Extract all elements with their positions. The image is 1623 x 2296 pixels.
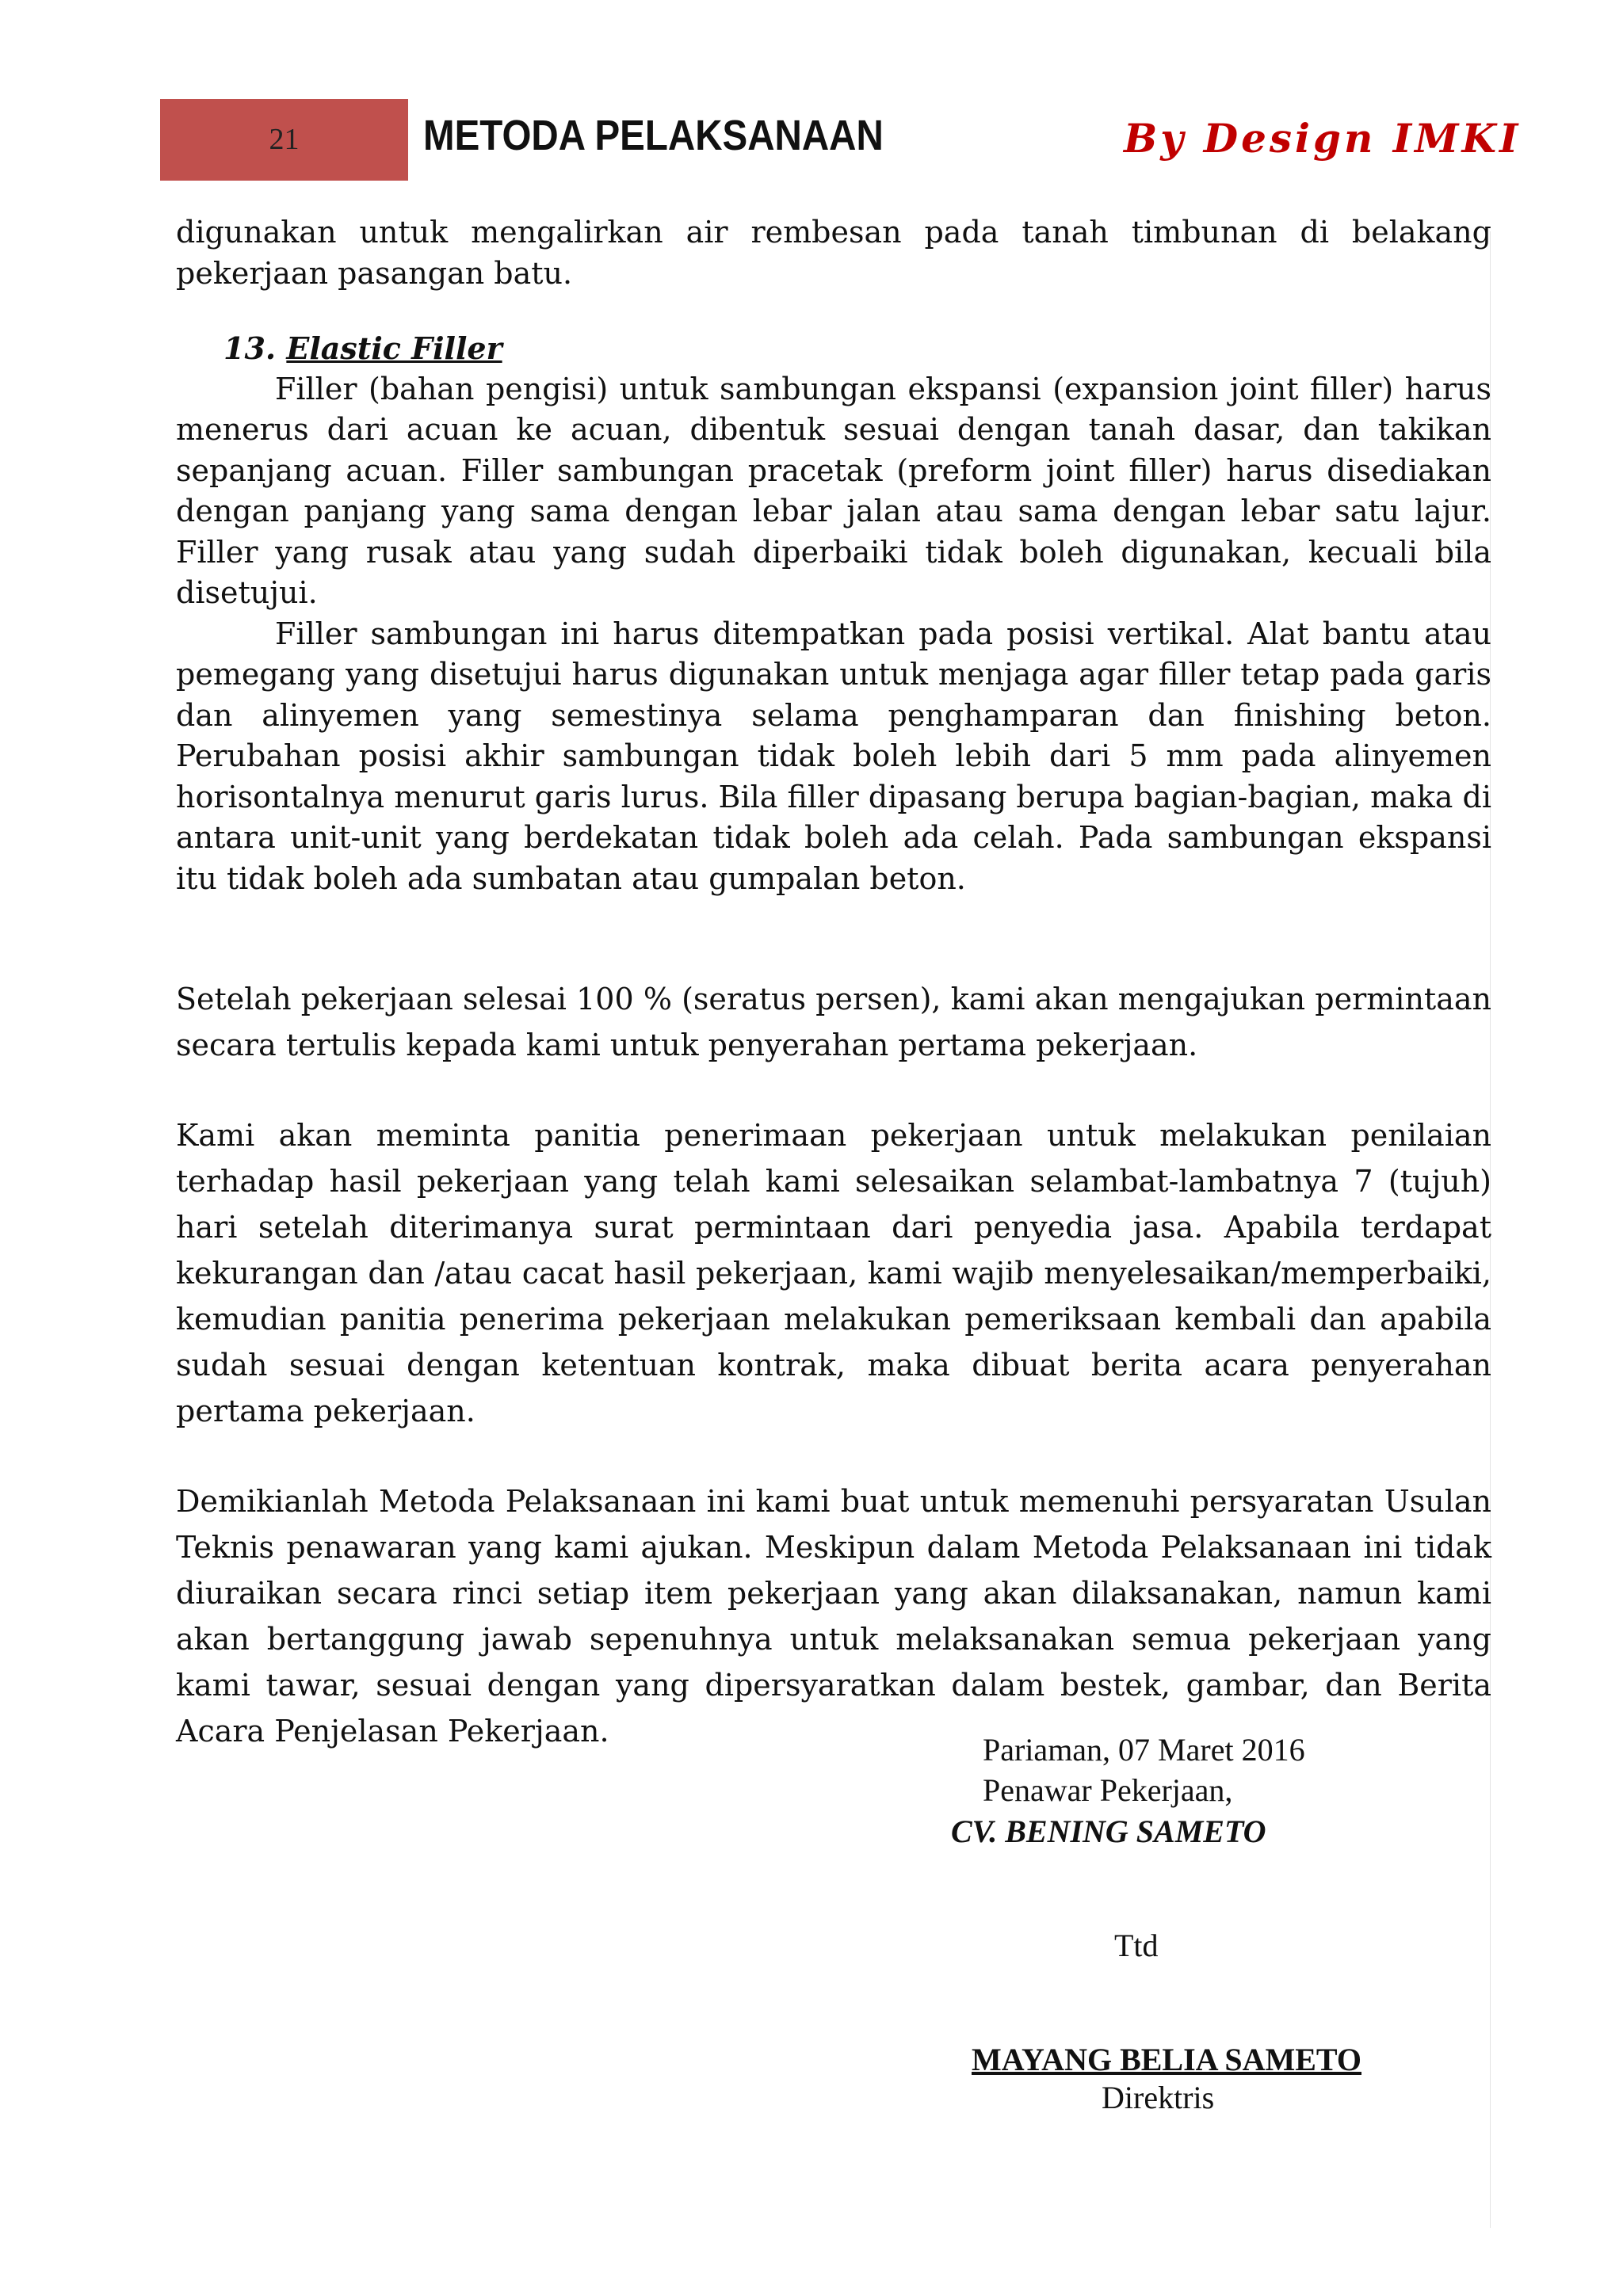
signature-company: CV. BENING SAMETO bbox=[951, 1814, 1266, 1849]
paragraph-filler-2: Filler sambungan ini harus ditempatkan pada posisi vertikal. Alat bantu atau pemegang yang disetujui harus digunakan untuk menjaga agar filler tetap pada garis dan alinyemen yang semestinya selama penghamparan dan finishing beton. Perubahan posisi akhir sambungan tidak boleh lebih dari 5 mm pada alinyemen horisontalnya menurut garis lurus. Bila filler dipasang berupa bagian-bagian, maka di antara unit-unit yang berdekatan tidak boleh ada celah. Pada sambungan ekspansi itu tidak boleh ada sumbatan atau gumpalan beton. bbox=[176, 616, 1491, 896]
header-title: METODA PELAKSANAAN bbox=[423, 112, 884, 159]
signatory-position: Direktris bbox=[1102, 2080, 1215, 2115]
paragraph-assessment: Kami akan meminta panitia penerimaan pekerjaan untuk melakukan penilaian terhadap hasil pekerjaan yang telah kami selesaikan selambat-lambatnya 7 (tujuh) hari setelah diterimanya surat permintaan dari penyedia jasa. Apabila terdapat kekurangan dan /atau cacat hasil pekerjaan, kami wajib menyelesaikan/memperbaiki, kemudian panitia penerima pekerjaan melakukan pemeriksaan kembali dan apabila sudah sesuai dengan ketentuan kontrak, maka dibuat berita acara penyerahan pertama pekerjaan. bbox=[176, 1118, 1491, 1428]
paragraph-continuation: digunakan untuk mengalirkan air rembesan pada tanah timbunan di belakang pekerjaan pasangan batu. bbox=[176, 215, 1491, 291]
section-title: Elastic Filler bbox=[286, 330, 502, 366]
page-number: 21 bbox=[269, 123, 300, 156]
signature-role: Penawar Pekerjaan, bbox=[983, 1772, 1233, 1808]
signatory-name: MAYANG BELIA SAMETO bbox=[972, 2042, 1361, 2077]
section-number: 13. bbox=[223, 330, 277, 366]
signature-place-date: Pariaman, 07 Maret 2016 bbox=[983, 1732, 1305, 1768]
document-body bbox=[176, 212, 1491, 1754]
paragraph-filler-1: Filler (bahan pengisi) untuk sambungan ekspansi (expansion joint filler) harus menerus dari acuan ke acuan, dibentuk sesuai dengan tanah dasar, dan takikan sepanjang acuan. Filler sambungan pracetak (preform joint filler) harus disediakan dengan panjang yang sama dengan lebar jalan atau sama dengan lebar satu lajur. Filler yang rusak atau yang sudah diperbaiki tidak boleh digunakan, kecuali bila disetujui. bbox=[176, 371, 1491, 610]
spacer bbox=[176, 899, 1491, 976]
header-brand: By Design IMKI bbox=[1124, 115, 1522, 162]
paragraph-closing: Demikianlah Metoda Pelaksanaan ini kami buat untuk memenuhi persyaratan Usulan Teknis penawaran yang kami ajukan. Meskipun dalam Metoda Pelaksanaan ini tidak diuraikan secara rinci setiap item pekerjaan yang akan dilaksanakan, namun kami akan bertanggung jawab sepenuhnya untuk melaksanakan semua pekerjaan yang kami tawar, sesuai dengan yang dipersyaratkan dalam bestek, gambar, dan Berita Acara Penjelasan Pekerjaan. bbox=[176, 1484, 1491, 1749]
spacer bbox=[176, 1068, 1491, 1112]
signature-ttd: Ttd bbox=[1114, 1928, 1159, 1963]
page-header bbox=[0, 0, 1623, 190]
page-number-box bbox=[160, 99, 408, 181]
paragraph-handover: Setelah pekerjaan selesai 100 % (seratus persen), kami akan mengajukan permintaan secara tertulis kepada kami untuk penyerahan pertama pekerjaan. bbox=[176, 982, 1491, 1062]
spacer bbox=[176, 1434, 1491, 1478]
section-heading bbox=[223, 328, 1491, 369]
